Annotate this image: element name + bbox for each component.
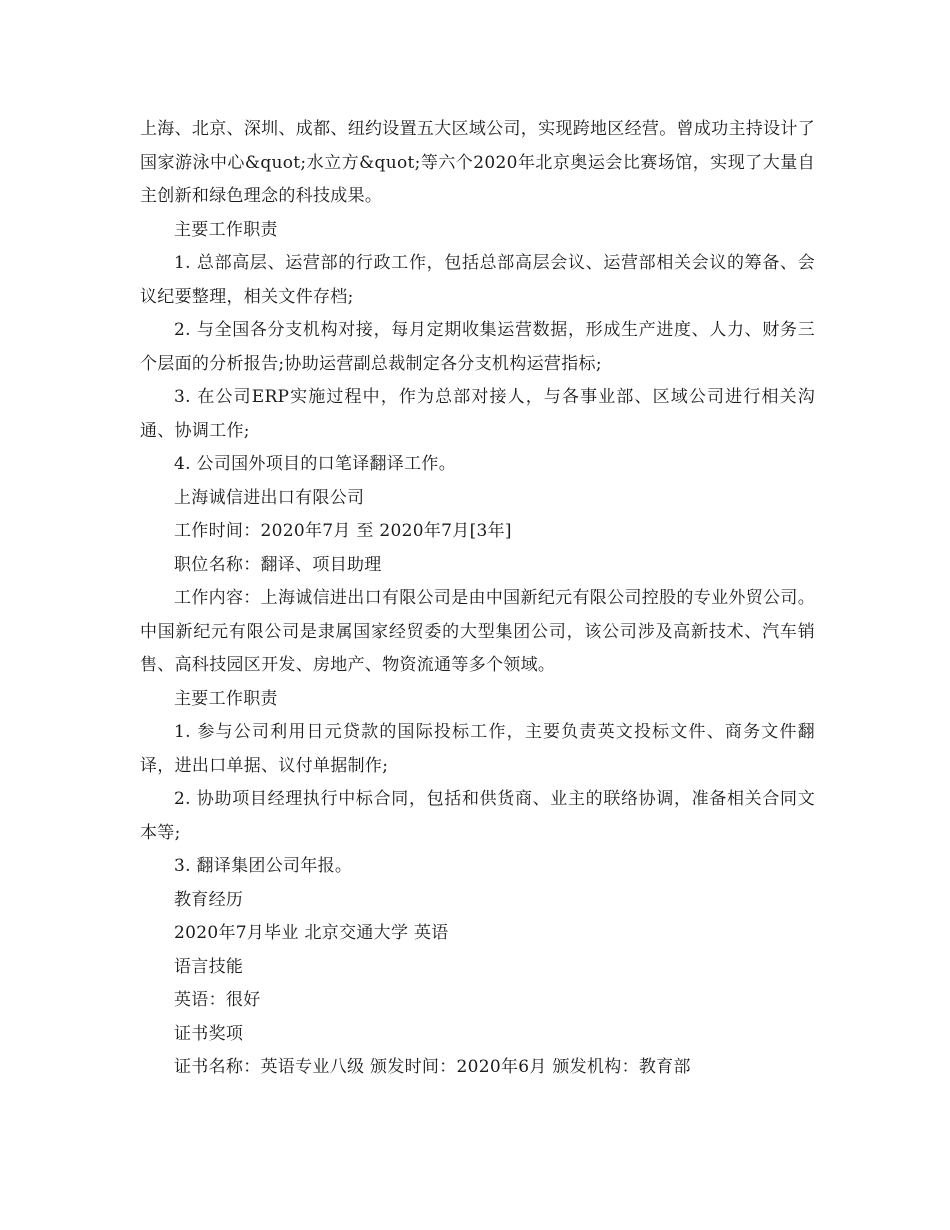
duty-item: 2. 与全国各分支机构对接，每月定期收集运营数据，形成生产进度、人力、财务三个层面的分析报告;协助运营副总裁制定各分支机构运营指标;	[140, 320, 815, 374]
work-period: 工作时间：2020年7月 至 2020年7月[3年]	[174, 521, 512, 541]
job-content: 工作内容：上海诚信进出口有限公司是由中国新纪元有限公司控股的专业外贸公司。中国新纪元有限公司是隶属国家经贸委的大型集团公司，该公司涉及高新技术、汽车销售、高科技园区开发、房地产、物资流通等多个领域。	[140, 588, 815, 675]
certificate-entry: 证书名称：英语专业八级 颁发时间：2020年6月 颁发机构：教育部	[174, 1057, 691, 1077]
company-name: 上海诚信进出口有限公司	[174, 487, 365, 508]
section-heading-language: 语言技能	[174, 956, 244, 977]
document-body	[140, 113, 815, 1085]
education-entry: 2020年7月毕业 北京交通大学 英语	[174, 923, 449, 943]
job-title: 职位名称：翻译、项目助理	[174, 554, 382, 575]
section-heading-duties: 主要工作职责	[174, 688, 278, 709]
duty-item: 1. 总部高层、运营部的行政工作，包括总部高层会议、运营部相关会议的筹备、会议纪要整理，相关文件存档;	[140, 253, 815, 307]
duty-item: 3. 翻译集团公司年报。	[174, 856, 353, 876]
duty-item: 2. 协助项目经理执行中标合同，包括和供货商、业主的联络协调，准备相关合同文本等;	[140, 789, 815, 843]
paragraph-company-intro: 上海、北京、深圳、成都、纽约设置五大区域公司，实现跨地区经营。曾成功主持设计了国家游泳中心&quot;水立方&quot;等六个2020年北京奥运会比赛场馆，实现了大量自主创新和绿色理念的科技成果。	[140, 119, 815, 206]
duty-item: 3. 在公司ERP实施过程中，作为总部对接人，与各事业部、区域公司进行相关沟通、协调工作;	[140, 387, 815, 441]
language-entry: 英语：很好	[174, 990, 261, 1010]
section-heading-duties: 主要工作职责	[174, 219, 278, 240]
section-heading-certificates: 证书奖项	[174, 1023, 244, 1044]
duty-item: 1. 参与公司利用日元贷款的国际投标工作，主要负责英文投标文件、商务文件翻译，进出口单据、议付单据制作;	[140, 722, 815, 776]
section-heading-education: 教育经历	[174, 889, 244, 910]
duty-item: 4. 公司国外项目的口笔译翻译工作。	[174, 454, 457, 474]
